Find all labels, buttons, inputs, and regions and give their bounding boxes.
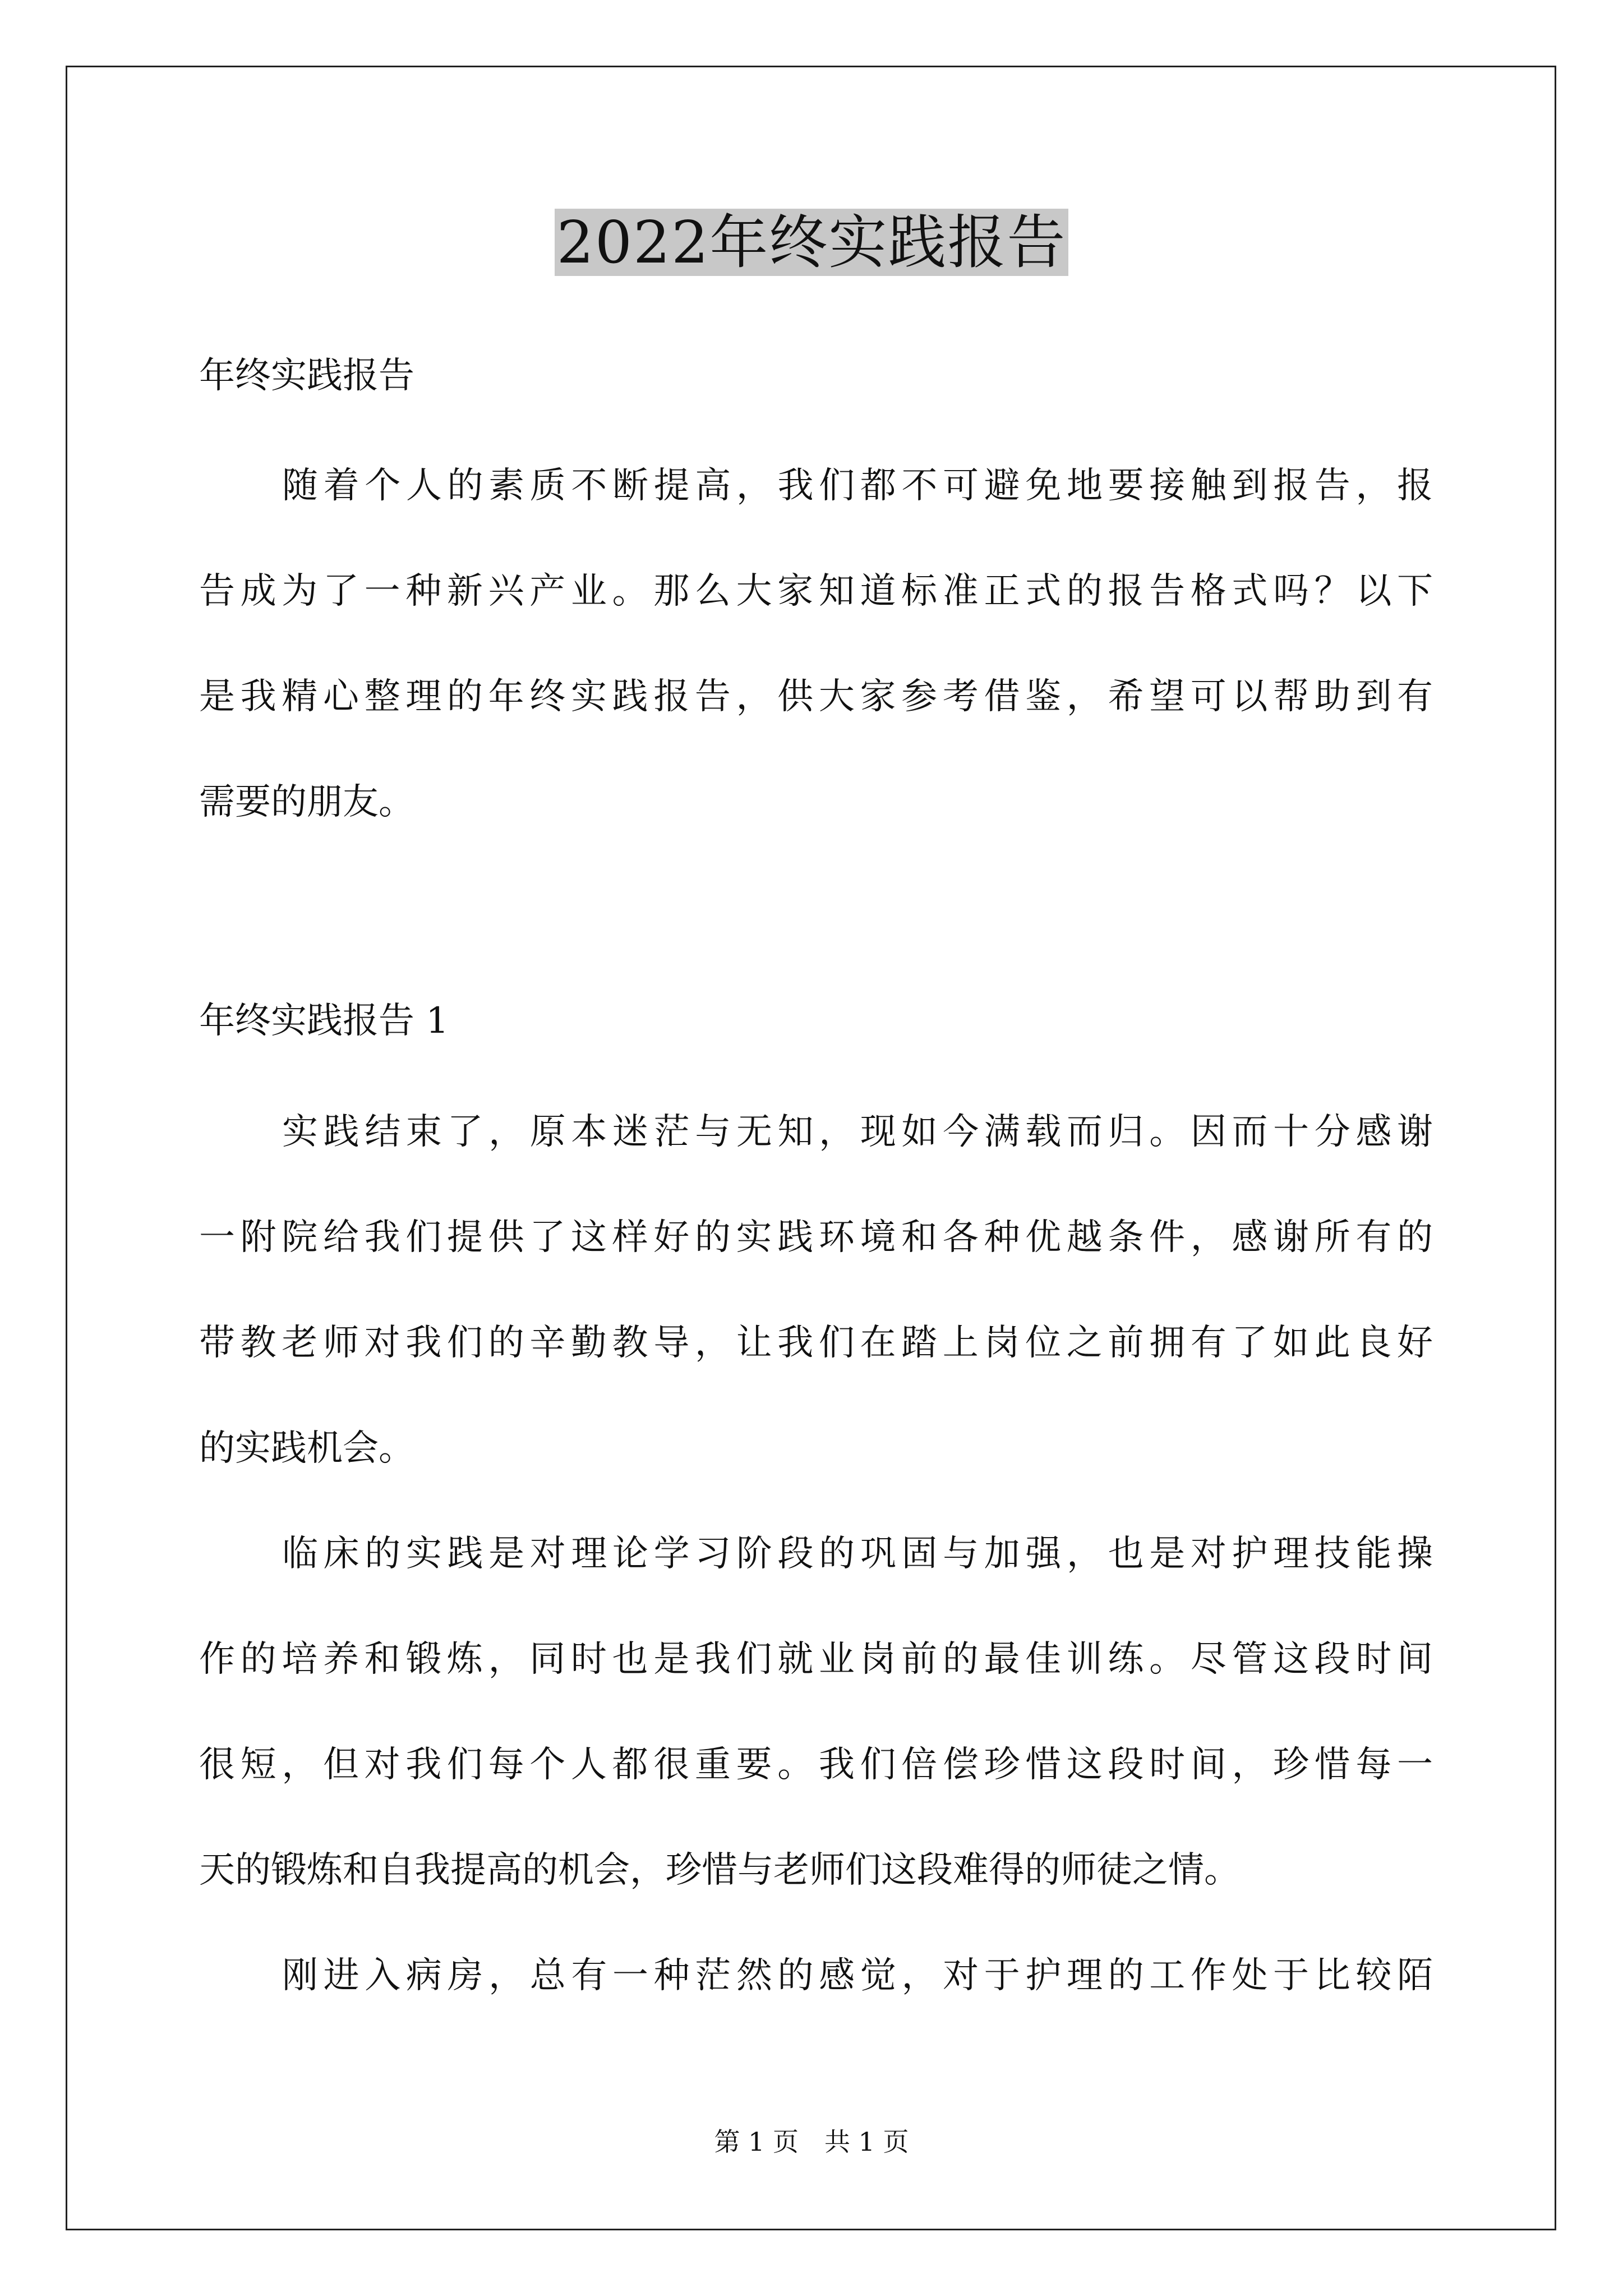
paragraph-line: 很短，但对我们每个人都很重要。我们倍偿珍惜这段时间，珍惜每一	[199, 1744, 1433, 1786]
intro-line: 告成为了一种新兴产业。那么大家知道标准正式的报告格式吗？以下	[199, 570, 1433, 612]
title-wrap	[0, 209, 1623, 276]
document-subtitle: 年终实践报告	[199, 355, 414, 397]
paragraph-line: 作的培养和锻炼，同时也是我们就业岗前的最佳训练。尽管这段时间	[199, 1639, 1433, 1680]
paragraph-line: 一附院给我们提供了这样好的实践环境和各种优越条件，感谢所有的	[199, 1217, 1433, 1258]
paragraph-line: 的实践机会。	[199, 1428, 414, 1469]
paragraph-line: 实践结束了，原本迷茫与无知，现如今满载而归。因而十分感谢	[282, 1111, 1433, 1153]
paragraph-line: 带教老师对我们的辛勤教导，让我们在踏上岗位之前拥有了如此良好	[199, 1322, 1433, 1364]
paragraph-line: 刚进入病房，总有一种茫然的感觉，对于护理的工作处于比较陌	[282, 1955, 1433, 1996]
paragraph-line: 临床的实践是对理论学习阶段的巩固与加强，也是对护理技能操	[282, 1533, 1433, 1575]
document-title: 2022年终实践报告	[555, 209, 1069, 276]
page-total: 共 1 页	[824, 2127, 909, 2157]
intro-line: 随着个人的素质不断提高，我们都不可避免地要接触到报告，报	[282, 465, 1433, 507]
page-number: 第 1 页	[714, 2127, 799, 2157]
intro-line: 是我精心整理的年终实践报告，供大家参考借鉴，希望可以帮助到有	[199, 676, 1433, 717]
paragraph-line: 天的锻炼和自我提高的机会，珍惜与老师们这段难得的师徒之情。	[199, 1849, 1240, 1891]
page-footer	[0, 2126, 1623, 2157]
section-heading: 年终实践报告 1	[199, 1000, 449, 1042]
intro-line: 需要的朋友。	[199, 781, 414, 823]
